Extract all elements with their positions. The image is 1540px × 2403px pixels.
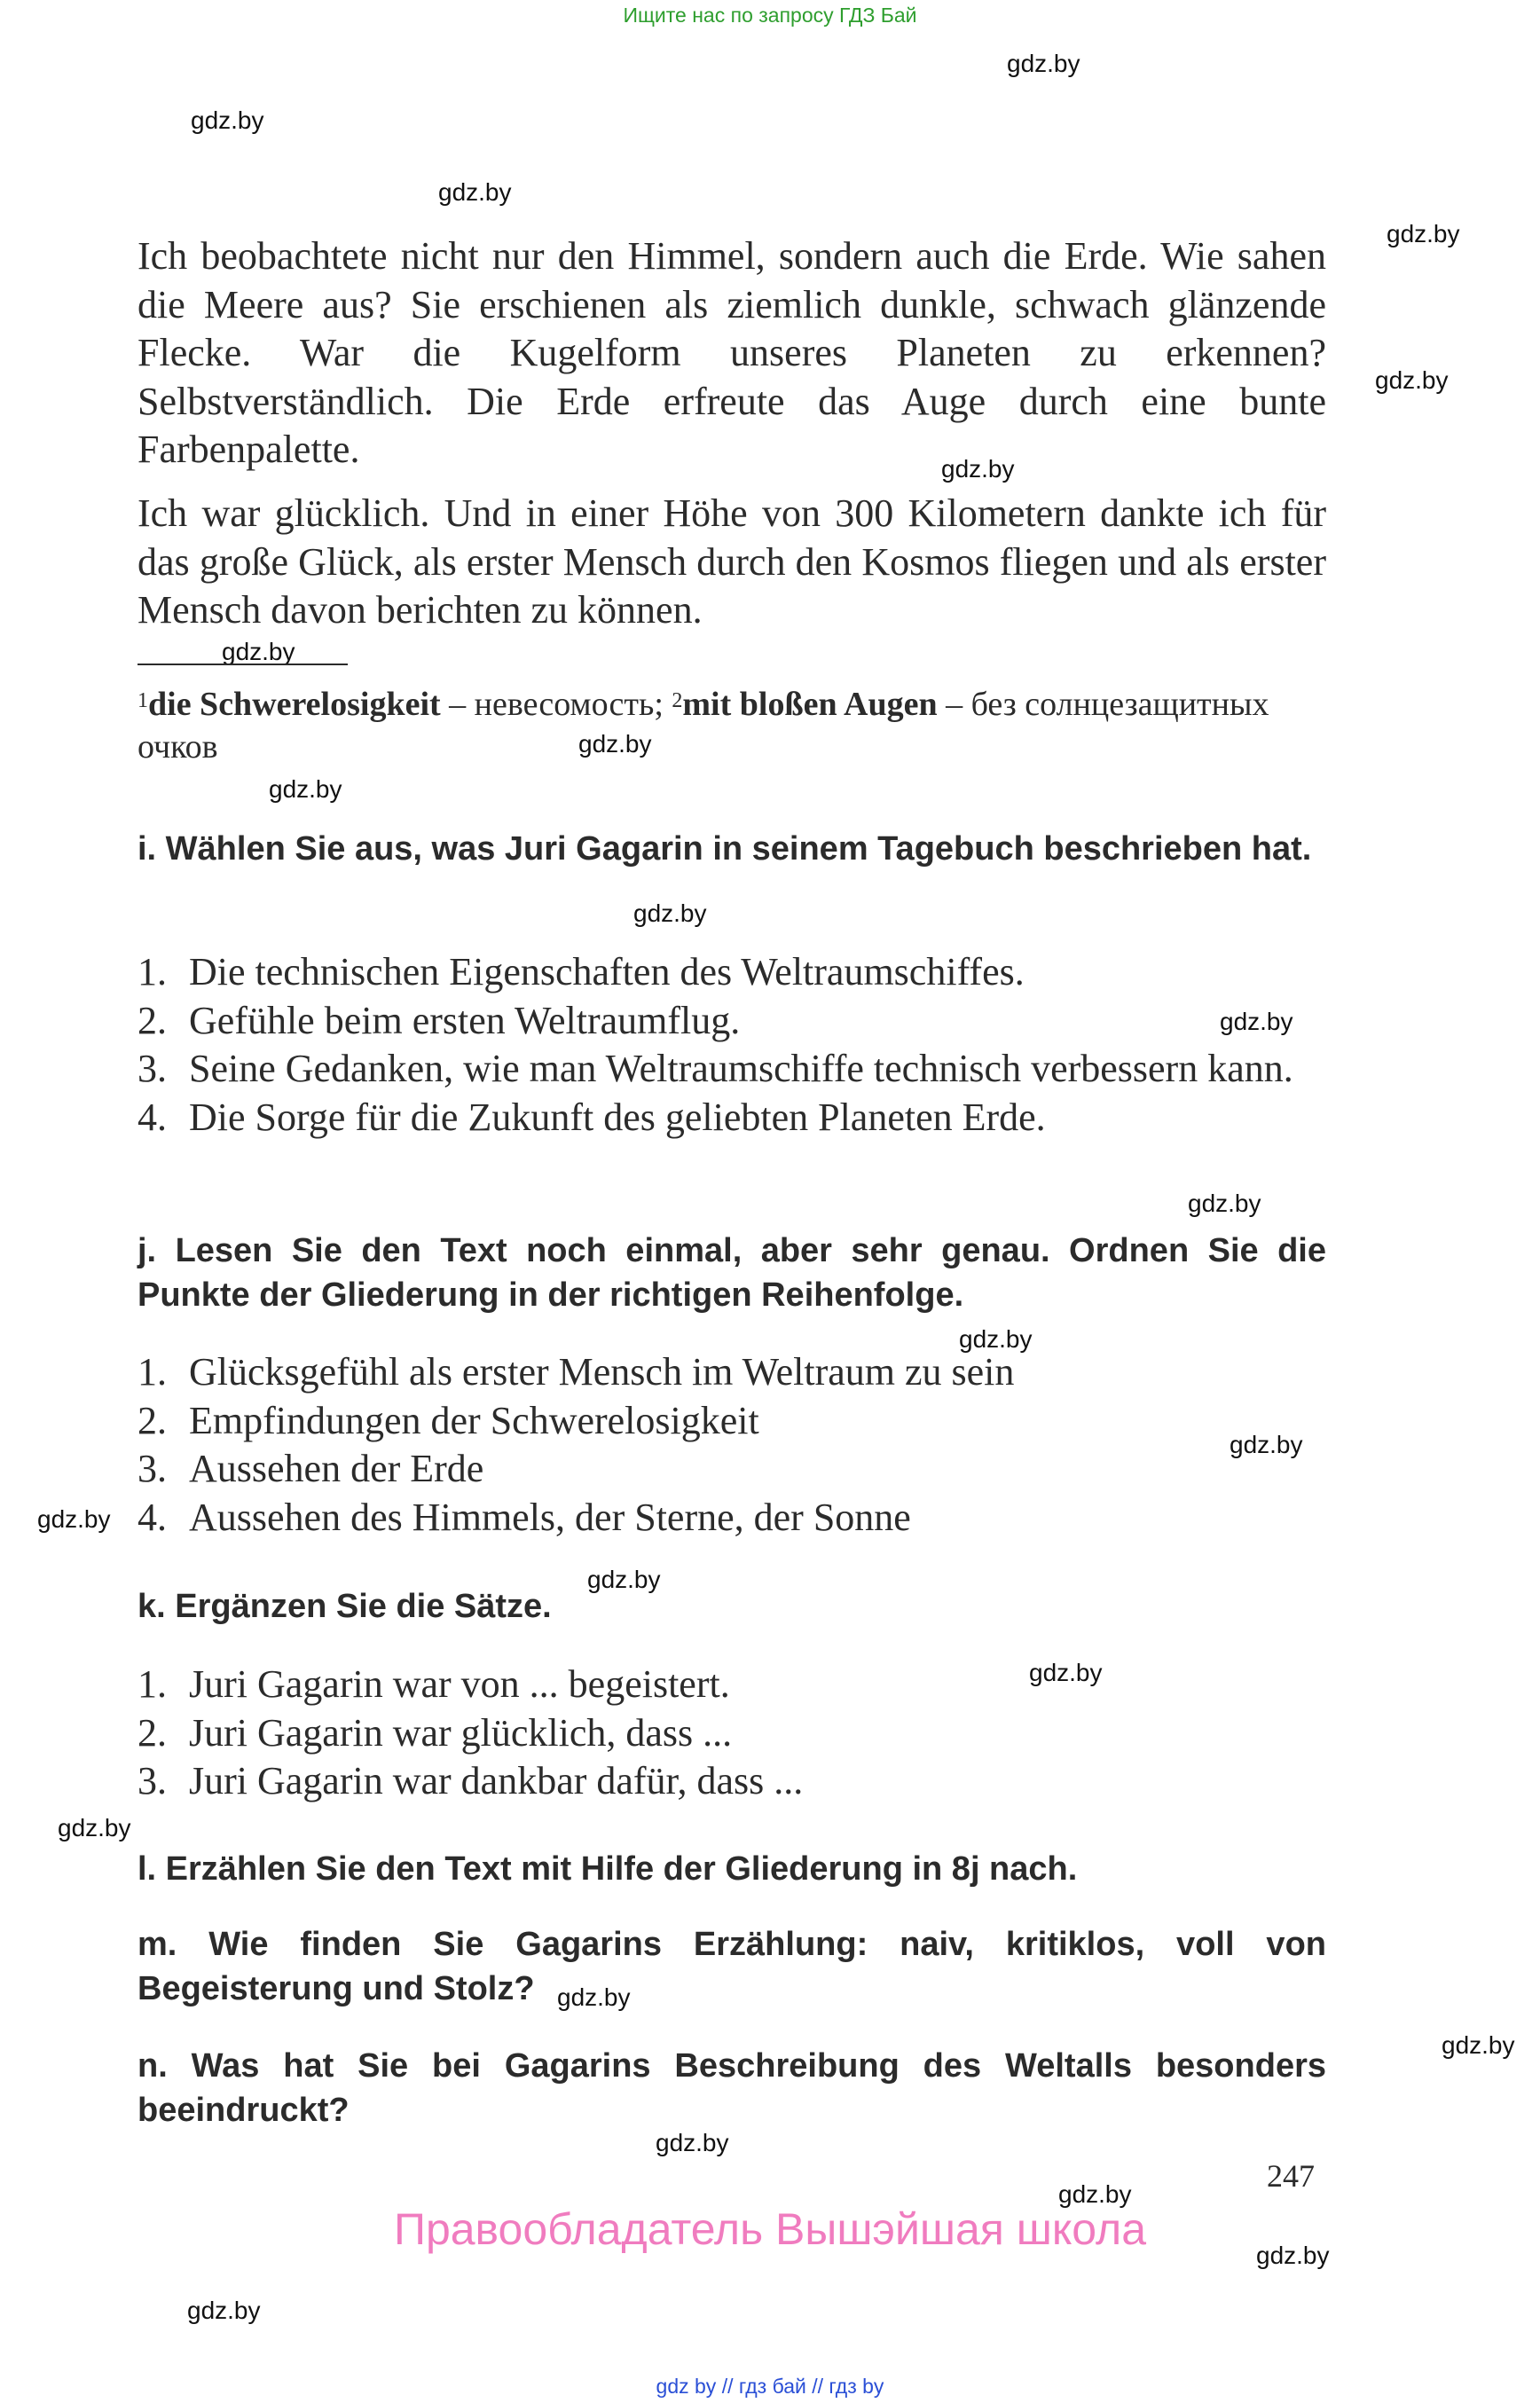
watermark: gdz.by <box>187 2297 261 2324</box>
list-item <box>138 1045 1326 1094</box>
item-text: Seine Gedanken, wie man Weltraumschiffe technisch verbessern kann. <box>189 1047 1293 1090</box>
item-text: Juri Gagarin war glücklich, dass ... <box>189 1710 733 1755</box>
item-number: 1. <box>138 1662 167 1706</box>
item-number: 2. <box>138 1710 167 1755</box>
list-item <box>138 1494 1326 1543</box>
task-l-title: l. Erzählen Sie den Text mit Hilfe der Gliederung in 8j nach. <box>138 1850 1078 1888</box>
item-text: Juri Gagarin war von ... begeistert. <box>189 1662 730 1706</box>
footnote-number: 1 <box>138 689 148 712</box>
task-k-title: k. Ergänzen Sie die Sätze. <box>138 1588 552 1625</box>
item-text: Juri Gagarin war dankbar dafür, dass ... <box>189 1759 804 1802</box>
bottom-banner: gdz by // гдз бай // гдз by <box>656 2375 884 2398</box>
item-number: 2. <box>138 998 167 1042</box>
watermark: gdz.by <box>1058 2180 1132 2208</box>
task-j-title: j. Lesen Sie den Text noch einmal, aber sehr genau. Ordnen Sie die Punkte der Gliederung in der richtigen Reihenfolge. <box>138 1232 1326 1314</box>
footnote-term: die Schwerelosigkeit <box>148 686 441 723</box>
item-text: Die Sorge für die Zukunft des geliebten Planeten Erde. <box>189 1095 1046 1139</box>
footnote-translation: – без солнцезащитных очков <box>138 686 1269 766</box>
list-item <box>138 1445 1326 1494</box>
watermark: gdz.by <box>1220 1008 1293 1035</box>
item-text: Glücksgefühl als erster Mensch im Weltraum zu sein <box>189 1350 1015 1394</box>
item-number: 4. <box>138 1495 167 1539</box>
item-text: Aussehen der Erde <box>189 1447 484 1490</box>
item-text: Aussehen des Himmels, der Sterne, der Sonne <box>189 1495 911 1539</box>
item-number: 3. <box>138 1047 167 1090</box>
page-number: 247 <box>1267 2158 1315 2194</box>
list-item <box>138 1094 1326 1143</box>
watermark: gdz.by <box>37 1505 111 1533</box>
item-number: 1. <box>138 1350 167 1394</box>
list-item <box>138 1709 1326 1758</box>
task-m-title: m. Wie finden Sie Gagarins Erzählung: naiv, kritiklos, voll von Begeisterung und Stolz? <box>138 1926 1326 2007</box>
list-item <box>138 1397 1326 1446</box>
watermark: gdz.by <box>1387 220 1460 247</box>
item-number: 4. <box>138 1095 167 1139</box>
item-number: 2. <box>138 1398 167 1442</box>
footnote-term: mit bloßen Augen <box>682 686 938 723</box>
task-i-title: i. Wählen Sie aus, was Juri Gagarin in seinem Tagebuch beschrieben hat. <box>138 830 1312 868</box>
footnote-divider <box>138 664 348 665</box>
watermark: gdz.by <box>1375 366 1449 394</box>
watermark: gdz.by <box>269 775 342 803</box>
item-text: Empfindungen der Schwerelosigkeit <box>189 1398 759 1442</box>
paragraph-text: Ich war glücklich. Und in einer Höhe von 300 Kilometern dankte ich für das große Glück, als erster Mensch durch den Kosmos fliegen und als erster Mensch davon berichten zu können. <box>138 491 1326 632</box>
watermark: gdz.by <box>656 2129 729 2156</box>
task-n-title: n. Was hat Sie bei Gagarins Beschreibung des Weltalls besonders beeindruckt? <box>138 2047 1326 2129</box>
watermark: gdz.by <box>438 178 512 206</box>
rights-holder: Правообладатель Вышэйшая школа <box>394 2204 1146 2254</box>
list-item <box>138 1661 1326 1709</box>
task-i-list <box>138 948 1326 1142</box>
watermark: gdz.by <box>1442 2031 1515 2059</box>
watermark: gdz.by <box>587 1566 661 1593</box>
task-j-list <box>138 1348 1326 1542</box>
list-item <box>138 1348 1326 1397</box>
text-paragraph-2 <box>138 490 1326 635</box>
watermark: gdz.by <box>557 1983 631 2011</box>
watermark: gdz.by <box>959 1325 1033 1353</box>
footnote <box>138 683 1326 768</box>
watermark: gdz.by <box>1256 2242 1330 2269</box>
text-paragraph-1 <box>138 232 1326 475</box>
footnote-number: 2 <box>672 689 683 712</box>
task-k-list <box>138 1661 1326 1806</box>
watermark: gdz.by <box>222 638 295 665</box>
item-text: Die technischen Eigenschaften des Weltraumschiffes. <box>189 950 1025 993</box>
list-item <box>138 1757 1326 1806</box>
watermark: gdz.by <box>1029 1659 1103 1686</box>
footnote-translation: – невесомость; <box>440 686 672 723</box>
list-item <box>138 948 1326 997</box>
top-banner: Ищите нас по запросу ГДЗ Бай <box>623 4 917 27</box>
item-number: 3. <box>138 1759 167 1802</box>
item-number: 1. <box>138 950 167 993</box>
watermark: gdz.by <box>633 899 707 927</box>
watermark: gdz.by <box>191 106 264 134</box>
watermark: gdz.by <box>1188 1190 1261 1217</box>
paragraph-text: Ich beobachtete nicht nur den Himmel, sondern auch die Erde. Wie sahen die Meere aus? Sie erschienen als ziemlich dunkle, schwach glänzende Flecke. War die Kugelform unseres Planeten zu erkennen? Selbstverständlich. Die Erde erfreute das Auge durch eine bunte Farbenpalette. <box>138 234 1326 471</box>
list-item <box>138 997 1326 1046</box>
watermark: gdz.by <box>58 1814 131 1842</box>
watermark: gdz.by <box>941 455 1015 483</box>
watermark: gdz.by <box>578 730 652 758</box>
watermark: gdz.by <box>1007 50 1080 77</box>
item-number: 3. <box>138 1447 167 1490</box>
watermark: gdz.by <box>1230 1431 1303 1458</box>
item-text: Gefühle beim ersten Weltraumflug. <box>189 998 741 1042</box>
